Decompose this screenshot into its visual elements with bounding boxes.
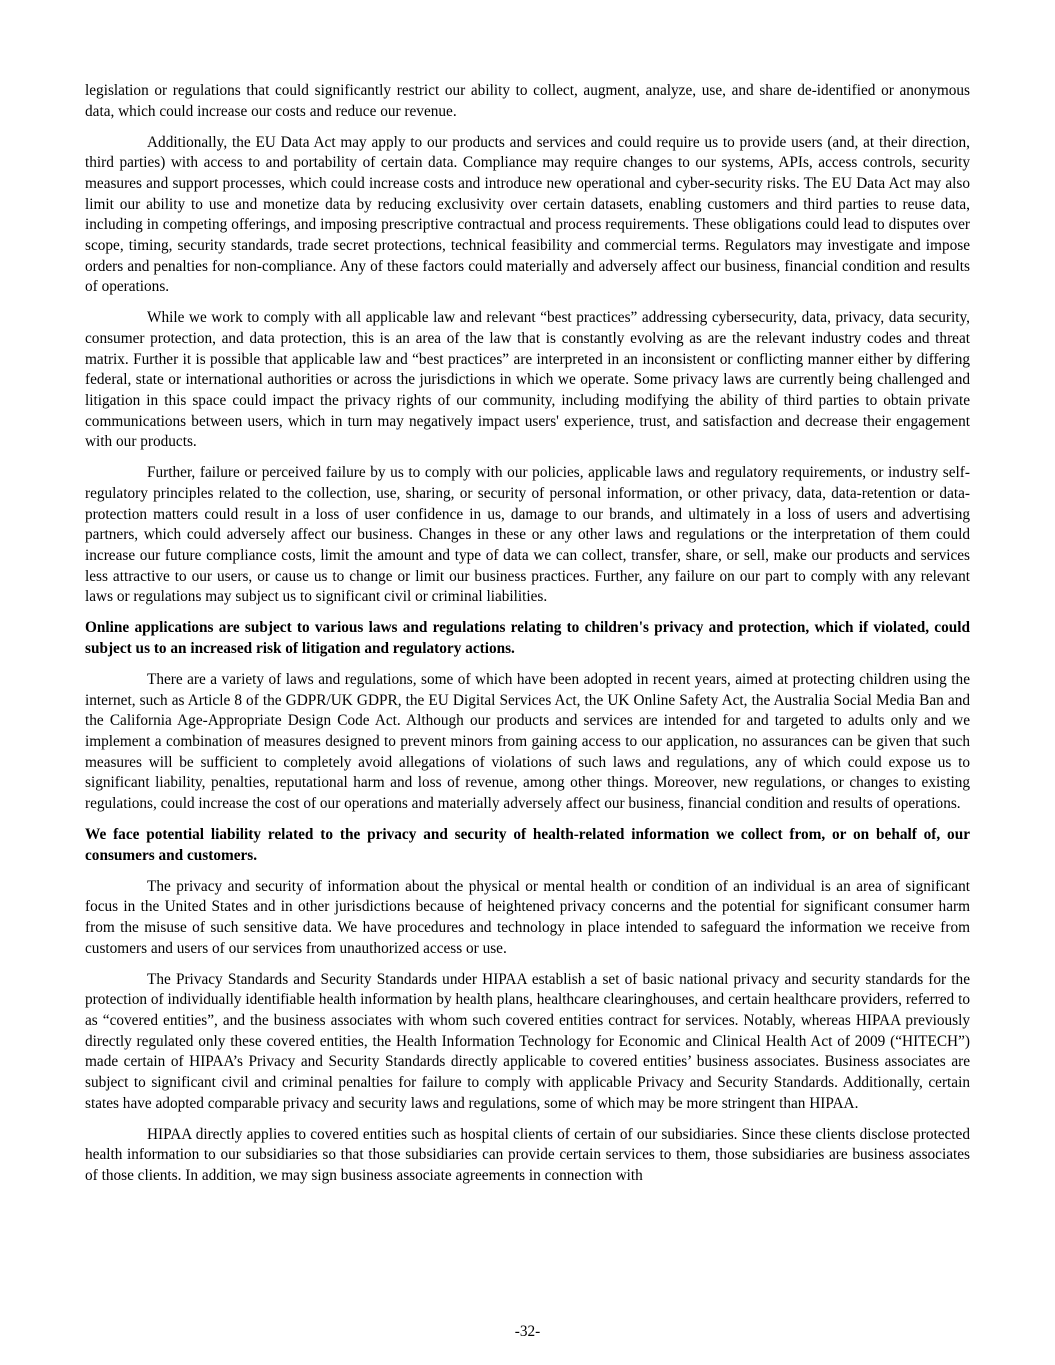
paragraph-hipaa-standards: The Privacy Standards and Security Standards under HIPAA establish a set of basic national privacy and security standards for the protection of individually identifiable health information by health plans, healthcare clearinghouses, and certain healthcare providers, referred to as “covered entities”, and the business associates with whom such covered entities contract for services. Notably, whereas HIPAA previously directly regulated only these covered entities, the Health Information Technology for Economic and Clinical Health Act of 2009 (“HITECH”) made certain of HIPAA’s Privacy and Security Standards directly applicable to covered entities’ business associates. Business associates are subject to significant civil and criminal penalties for failure to comply with applicable Privacy and Security Standards. Additionally, certain states have adopted comparable privacy and security laws and regulations, some of which may be more stringent than HIPAA.: [85, 970, 970, 1112]
paragraph-failure-to-comply: Further, failure or perceived failure by us to comply with our policies, applicable laws and regulatory requirements, or industry self-regulatory principles related to the collection, use, sharing, or security of personal information, or other privacy, data, data-retention or data- protection matters could result in a loss of user confidence in us, damage to our brands, and ultimately in a loss of users and advertising partners, which could adversely affect our business. Changes in these or any other laws and regulations or the interpretation of them could increase our future compliance costs, limit the amount and type of data we can collect, transfer, share, or sell, make our products and services less attractive to our users, or cause us to change or limit our business practices. Further, any failure on our part to comply with any relevant laws or regulations may subject us to significant civil or criminal liabilities.: [85, 464, 970, 606]
heading-childrens-privacy: Online applications are subject to various laws and regulations relating to children's privacy and protection, which if violated, could subject us to an increased risk of litigation and regulatory actions.: [85, 619, 970, 657]
paragraph-childrens-laws: There are a variety of laws and regulations, some of which have been adopted in recent years, aimed at protecting children using the internet, such as Article 8 of the GDPR/UK GDPR, the EU Digital Services Act, the UK Online Safety Act, the Australia Social Media Ban and the California Age-Appropriate Design Code Act. Although our products and services are intended for and targeted to adults only and we implement a combination of measures designed to prevent minors from gaining access to our application, no assurances can be given that such measures will be sufficient to completely avoid allegations of violations of such laws and regulations, any of which could expose us to significant liability, penalties, reputational harm and loss of revenue, among other things. Moreover, new regulations, or changes to existing regulations, could increase the cost of our operations and materially adversely affect our business, financial condition and results of operations.: [85, 671, 970, 812]
heading-health-information: We face potential liability related to the privacy and security of health-related information we collect from, or on behalf of, our consumers and customers.: [85, 826, 970, 864]
paragraph-continuation: legislation or regulations that could significantly restrict our ability to collect, augment, analyze, use, and share de-identified or anonymous data, which could increase our costs and reduce our revenue.: [85, 82, 970, 120]
paragraph-health-privacy: The privacy and security of information about the physical or mental health or condition of an individual is an area of significant focus in the United States and in other jurisdictions because of heightened privacy concerns and the potential for significant consumer harm from the misuse of such sensitive data. We have procedures and technology in place intended to safeguard the information we receive from customers and users of our services from unauthorized access or use.: [85, 877, 970, 957]
paragraph-eu-data-act: Additionally, the EU Data Act may apply to our products and services and could require us to provide users (and, at their direction, third parties) with access to and portability of certain data. Compliance may require changes to our systems, APIs, access controls, security measures and support processes, which could increase costs and introduce new operational and cyber-security risks. The EU Data Act may also limit our ability to use and monetize data by reducing exclusivity over certain datasets, enabling customers and third parties to reuse data, including in competing offerings, and imposing prescriptive contractual and process requirements. These obligations could lead to disputes over scope, timing, security standards, trade secret protections, technical feasibility and commercial terms. Regulators may investigate and impose orders and penalties for non-compliance. Any of these factors could materially and adversely affect our business, financial condition and results of operations.: [85, 133, 970, 296]
paragraph-hipaa-covered-entities: HIPAA directly applies to covered entities such as hospital clients of certain of our subsidiaries. Since these clients disclose protected health information to our subsidiaries so that those subsidiaries can provide certain services to them, those subsidiaries are business associates of those clients. In addition, we may sign business associate agreements in connection with: [85, 1125, 970, 1185]
page-number: -32-: [514, 1323, 541, 1340]
paragraph-best-practices: While we work to comply with all applicable law and relevant “best practices” addressing cybersecurity, data, privacy, data security, consumer protection, and data protection, this is an area of the law that is constantly evolving as are the relevant industry codes and threat matrix. Further it is possible that applicable law and “best practices” are interpreted in an inconsistent or conflicting manner either by differing federal, state or international authorities or across the jurisdictions in which we operate. Some privacy laws are currently being challenged and litigation in this space could impact the privacy rights of our community, including modifying the ability of third parties to obtain private communications between users, which in turn may negatively impact users' experience, trust, and satisfaction and decrease their engagement with our products.: [85, 309, 970, 451]
document-body: [85, 81, 970, 1197]
